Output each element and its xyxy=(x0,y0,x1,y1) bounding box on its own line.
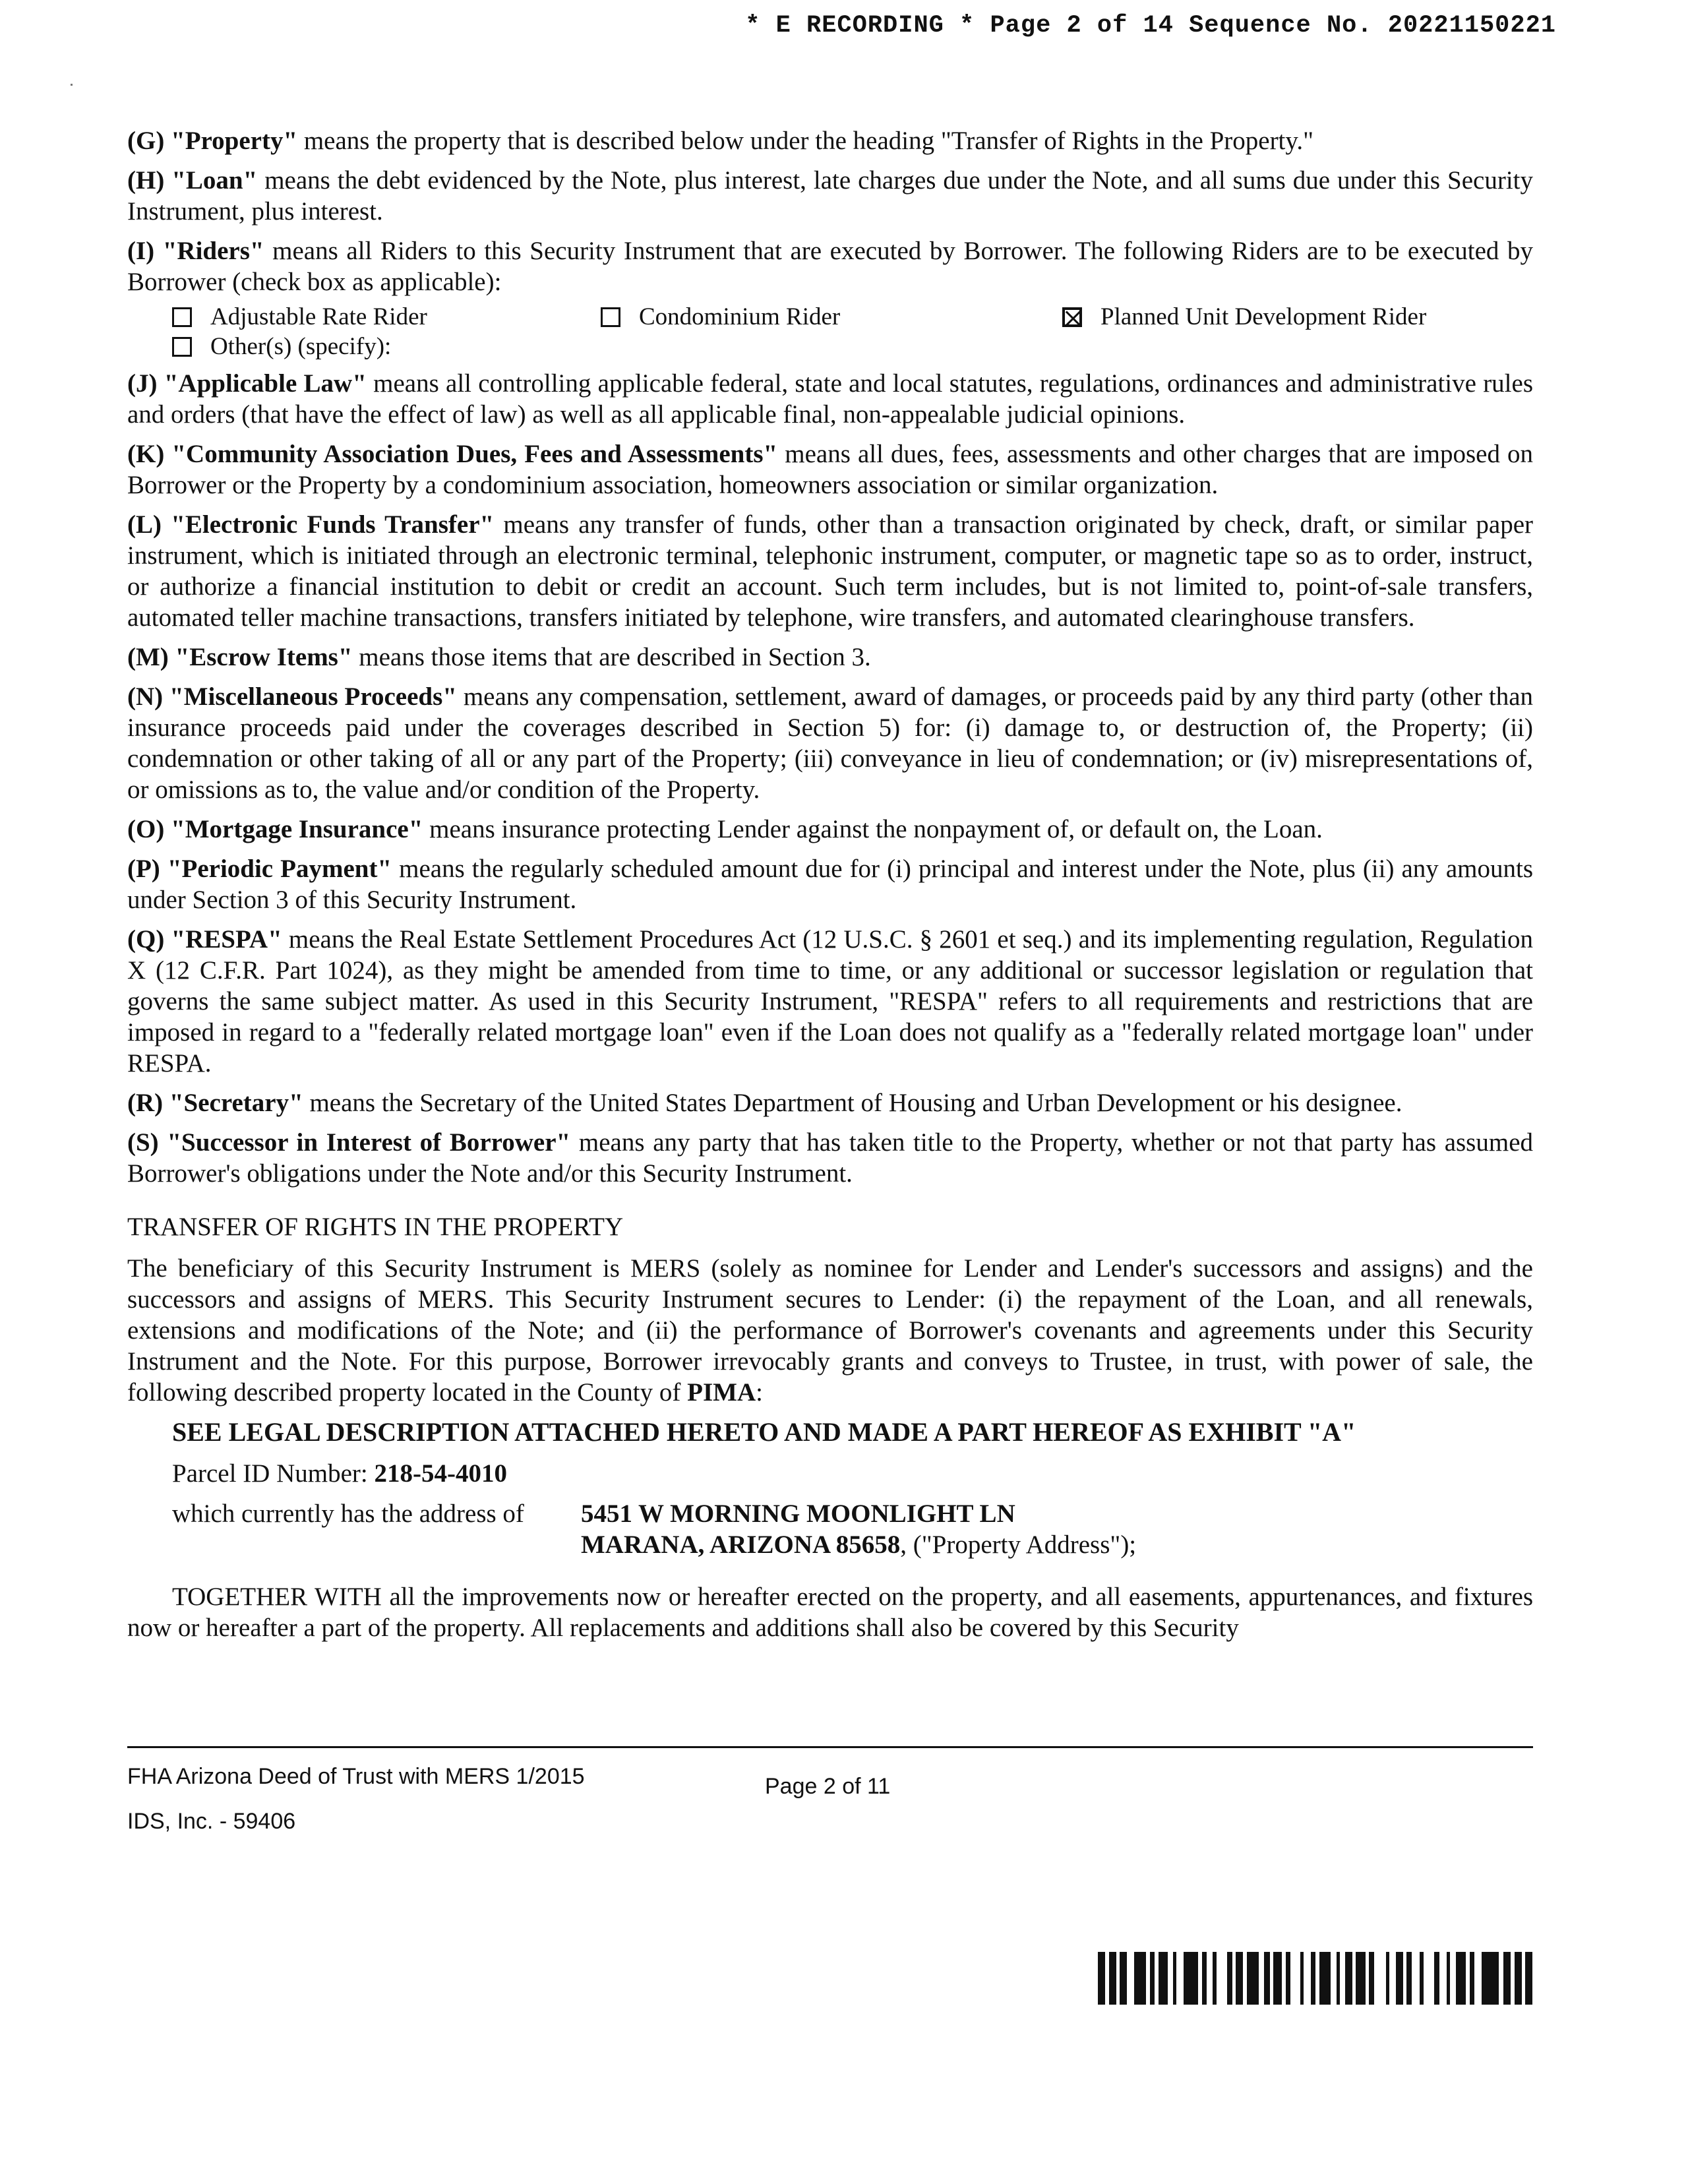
address-line1: 5451 W MORNING MOONLIGHT LN xyxy=(581,1500,1015,1528)
footer-left xyxy=(127,1754,585,1844)
definition-h: (H) "Loan" means the debt evidenced by the Note, plus interest, late charges due under the Note, and all sums due under this Security Instrument, plus interest. xyxy=(127,166,1533,226)
definition-g: (G) "Property" means the property that is described below under the heading "Transfer of Rights in the Property." xyxy=(127,127,1314,155)
address-line2: MARANA, ARIZONA 85658 xyxy=(581,1531,901,1559)
vendor-id: IDS, Inc. - 59406 xyxy=(127,1809,296,1834)
definition-j: (J) "Applicable Law" means all controlling applicable federal, state and local statutes, regulations, ordinances and administrative rules and orders (that have the effect of law) as well as all applicable final, non-appealable judicial opinions. xyxy=(127,369,1533,429)
barcode-icon xyxy=(1098,1952,1533,2005)
definition-p: (P) "Periodic Payment" means the regularly scheduled amount due for (i) principal and interest under the Note, plus (ii) any amounts under Section 3 of this Security Instrument. xyxy=(127,855,1533,914)
definition-k: (K) "Community Association Dues, Fees and Assessments" means all dues, fees, assessments and other charges that are imposed on Borrower or the Property by a condominium association, homeowners association or similar organization. xyxy=(127,440,1534,499)
rider-other: Other(s) (specify): xyxy=(172,332,601,361)
rider-adjustable-rate: Adjustable Rate Rider xyxy=(172,302,601,332)
together-with-paragraph: TOGETHER WITH all the improvements now or hereafter erected on the property, and all easements, appurtenances, and fixtures now or hereafter a part of the property. All replacements and additions shall also be covered by this Security xyxy=(127,1583,1533,1642)
definition-n: (N) "Miscellaneous Proceeds" means any compensation, settlement, award of damages, or proceeds paid by any third party (other than insurance proceeds paid under the coverages described in Section 5) for: (i) damage to, or destruction of, the Property; (ii) condemnation or other taking of all or any part of the Property; (iii) conveyance in lieu of condemnation; or (iv) misrepresentations of, or omissions as to, the value and/or condition of the Property. xyxy=(127,682,1534,804)
address-lines: 5451 W MORNING MOONLIGHT LN MARANA, ARIZONA 85658, ("Property Address"); xyxy=(581,1500,1137,1559)
transfer-paragraph: The beneficiary of this Security Instrument is MERS (solely as nominee for Lender and Lender's successors and assigns) and the successors and assigns of MERS. This Security Instrument secures to Lender: (i) the repayment of the Loan, and all renewals, extensions and modifications of the Note; and (ii) the performance of Borrower's covenants and agreements under this Security Instrument and the Note. For this purpose, Borrower irrevocably grants and conveys to Trustee, in trust, with power of sale, the following described property located in the County of PIMA: xyxy=(127,1254,1533,1407)
scan-speck xyxy=(71,84,73,86)
definition-o: (O) "Mortgage Insurance" means insurance protecting Lender against the nonpayment of, or default on, the Loan. xyxy=(127,815,1323,843)
definition-q: (Q) "RESPA" means the Real Estate Settlement Procedures Act (12 U.S.C. § 2601 et seq.) and its implementing regulation, Regulation X (12 C.F.R. Part 1024), as they might be amended from time to time, or any additional or successor legislation or regulation that governs the same subject matter. As used in this Security Instrument, "RESPA" refers to all requirements and restrictions that are imposed in regard to a "federally related mortgage loan" even if the Loan does not qualify as a "federally related mortgage loan" under RESPA. xyxy=(127,925,1533,1077)
checked-checkbox-icon xyxy=(1062,307,1082,327)
definition-s: (S) "Successor in Interest of Borrower" means any party that has taken title to the Property, whether or not that party has assumed Borrower's obligations under the Note and/or this Security Instrument. xyxy=(127,1128,1534,1188)
definition-l: (L) "Electronic Funds Transfer" means any transfer of funds, other than a transaction originated by check, draft, or similar paper instrument, which is initiated through an electronic terminal, telephonic instrument, computer, or magnetic tape so as to order, instruct, or authorize a financial institution to debit or credit an account. Such term includes, but is not limited to, point-of-sale transfers, automated teller machine transactions, transfers initiated by telephone, wire transfers, and automated clearinghouse transfers. xyxy=(127,510,1534,632)
property-address xyxy=(172,1498,1533,1560)
footer-divider xyxy=(127,1746,1533,1748)
definition-i: (I) "Riders" means all Riders to this Security Instrument that are executed by Borrower. The following Riders are to be executed by Borrower (check box as applicable): xyxy=(127,237,1534,296)
checkbox-icon xyxy=(172,307,192,327)
rider-planned-unit-development: Planned Unit Development Rider xyxy=(1062,302,1590,332)
document-body xyxy=(127,125,1533,1652)
transfer-heading: TRANSFER OF RIGHTS IN THE PROPERTY xyxy=(127,1213,624,1241)
legal-description: SEE LEGAL DESCRIPTION ATTACHED HERETO AND MADE A PART HEREOF AS EXHIBIT "A" xyxy=(172,1417,1356,1447)
form-name: FHA Arizona Deed of Trust with MERS 1/2015 xyxy=(127,1764,585,1789)
parcel-id: Parcel ID Number: 218-54-4010 xyxy=(172,1459,507,1488)
recording-header: * E RECORDING * Page 2 of 14 Sequence No. 20221150221 xyxy=(745,12,1556,40)
checkbox-icon xyxy=(172,337,192,357)
riders-checklist xyxy=(172,302,1533,361)
definition-r: (R) "Secretary" means the Secretary of the United States Department of Housing and Urban Development or his designee. xyxy=(127,1089,1402,1117)
checkbox-icon xyxy=(601,307,620,327)
page-number: Page 2 of 11 xyxy=(765,1774,891,1799)
rider-condominium: Condominium Rider xyxy=(601,302,1062,332)
address-label: which currently has the address of xyxy=(172,1500,524,1528)
county-name: PIMA xyxy=(687,1378,756,1407)
definition-m: (M) "Escrow Items" means those items that are described in Section 3. xyxy=(127,643,871,671)
parcel-number: 218-54-4010 xyxy=(374,1459,507,1488)
